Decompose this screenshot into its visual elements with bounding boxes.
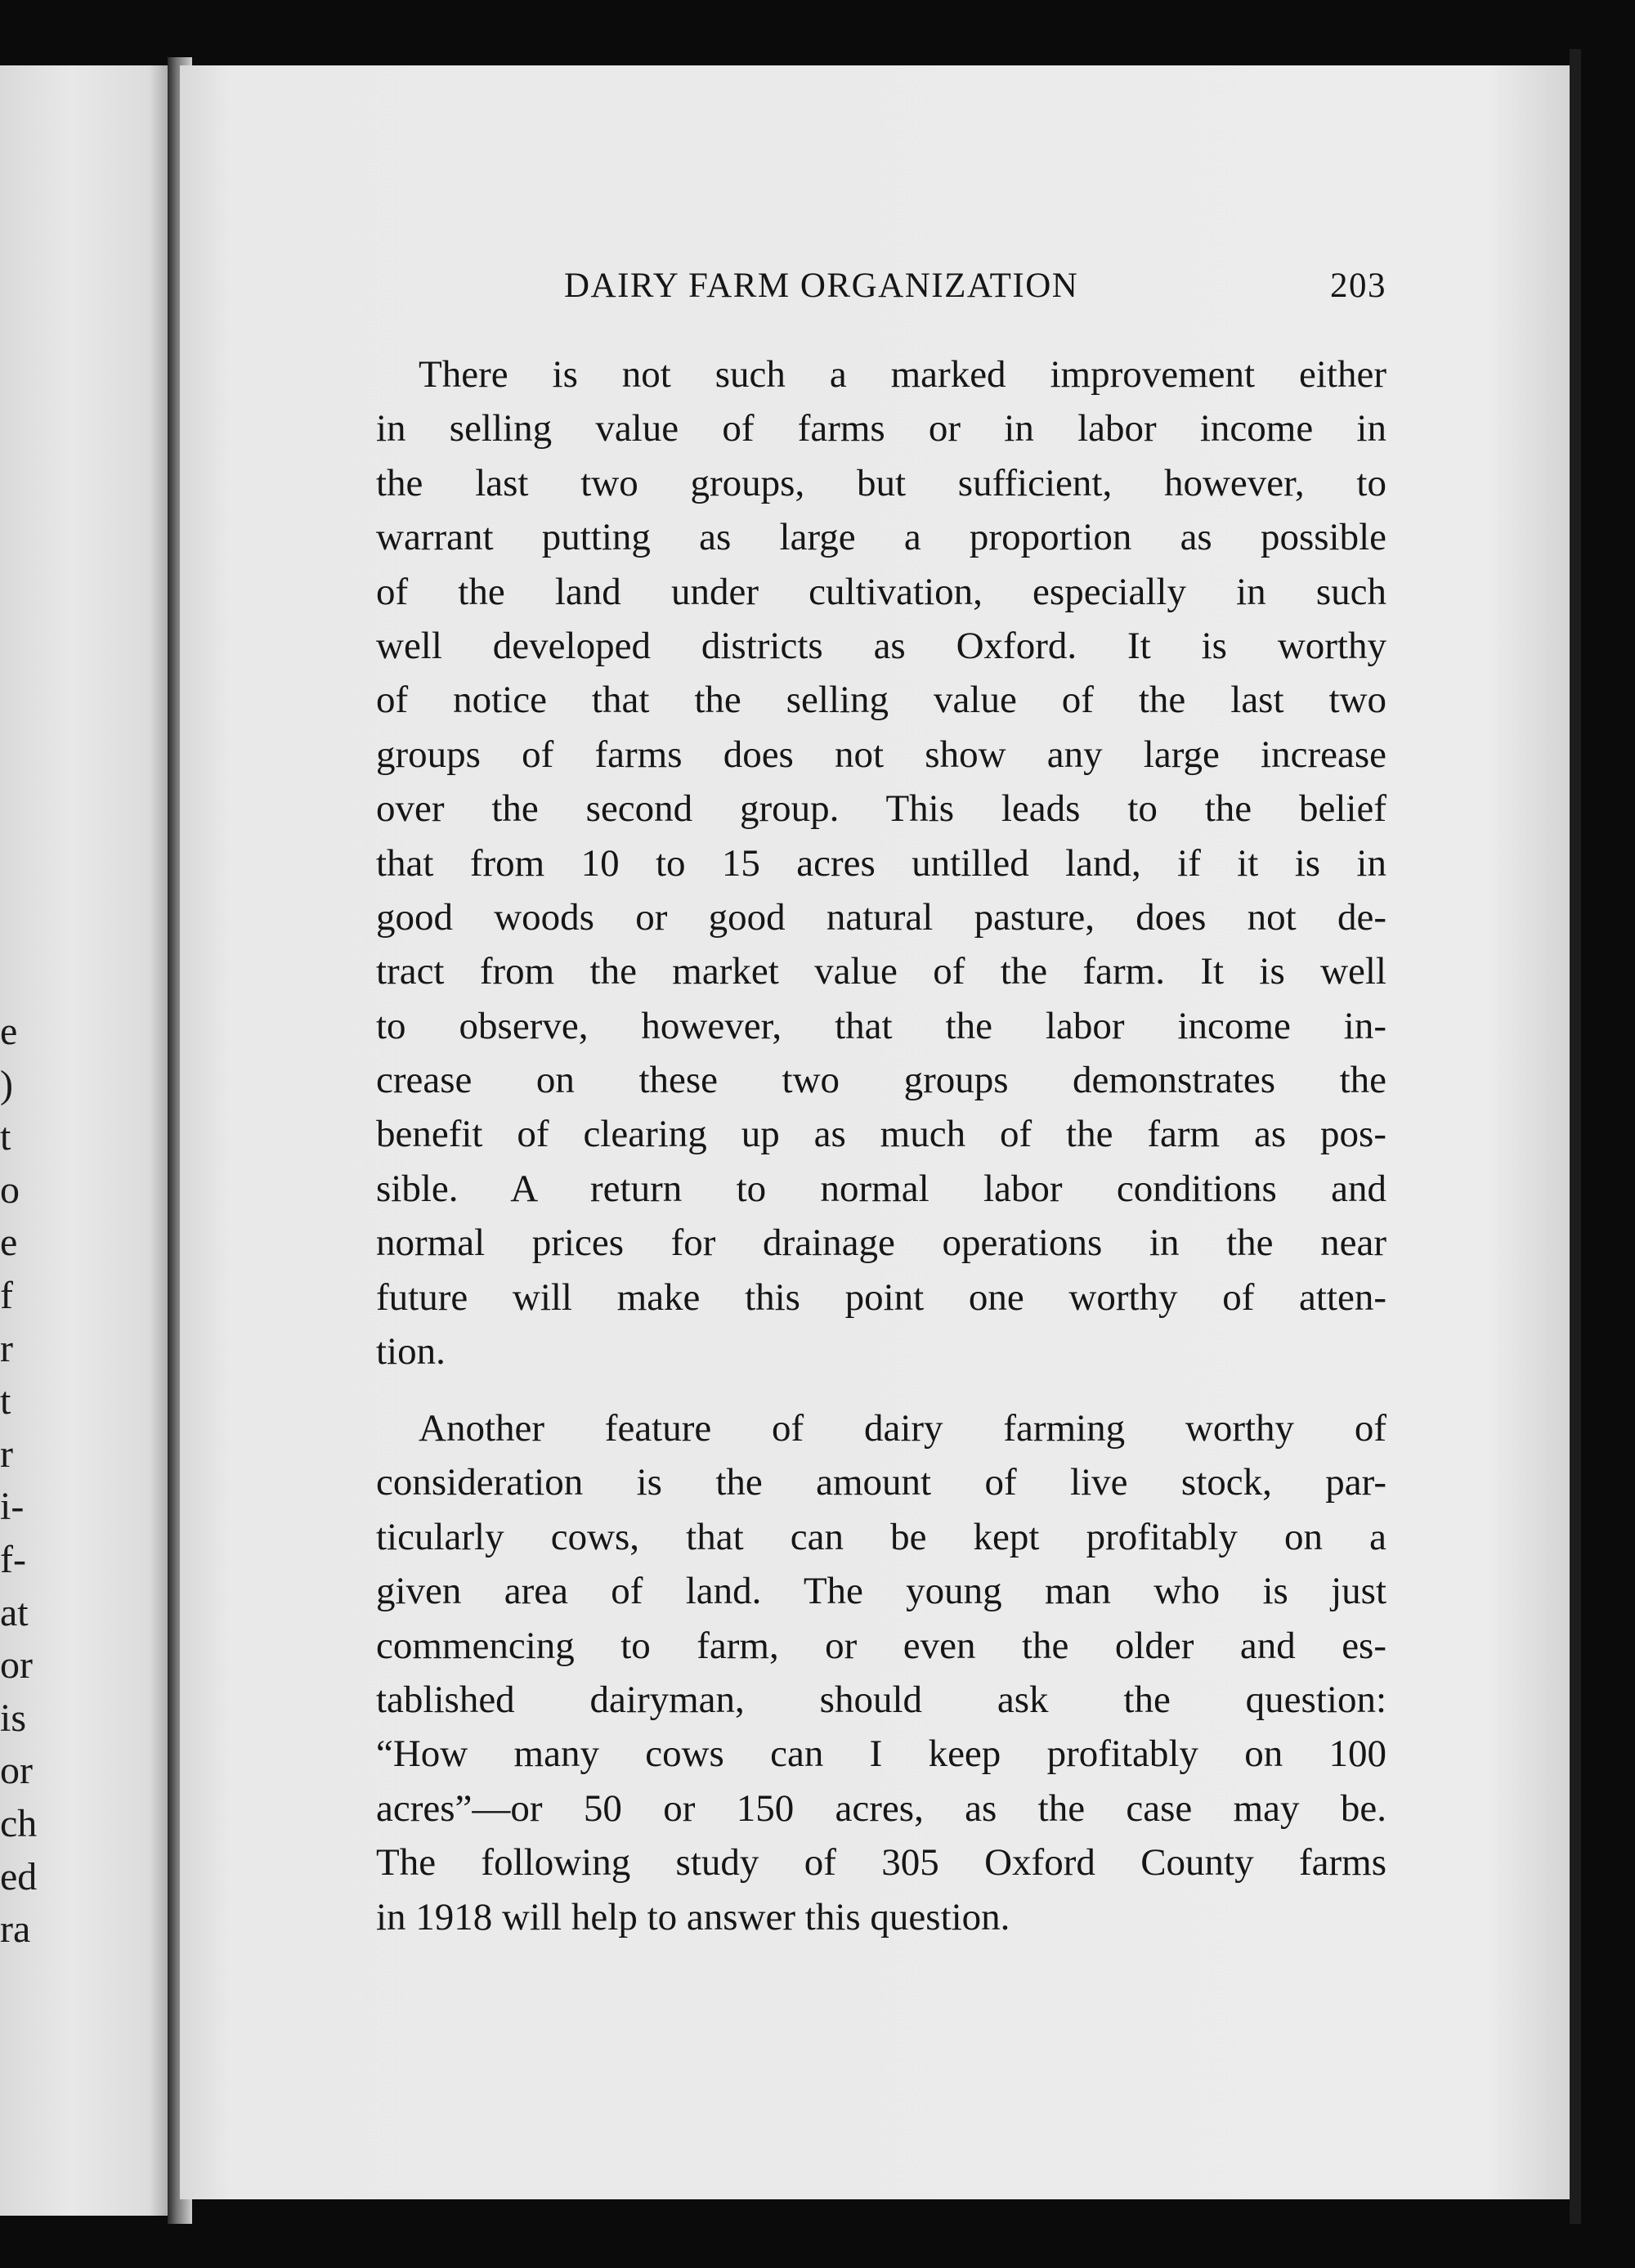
left-page-fragment: is <box>0 1696 27 1740</box>
text-line: groups of farms does not show any large increase <box>376 733 1386 776</box>
text-line: that from 10 to 15 acres untilled land, if it is in <box>376 841 1386 885</box>
running-head-title: DAIRY FARM ORGANIZATION <box>564 267 1079 305</box>
left-page-fragment: at <box>0 1590 29 1634</box>
left-page-fragment: or <box>0 1749 33 1793</box>
text-line: in 1918 will help to answer this question. <box>376 1895 1010 1939</box>
text-line: tablished dairyman, should ask the question: <box>376 1678 1386 1721</box>
text-line: tract from the market value of the farm. It is well <box>376 950 1386 993</box>
text-line: tion. <box>376 1330 446 1374</box>
text-line: “How many cows can I keep profitably on 100 <box>376 1732 1386 1776</box>
left-page-fragment: f <box>0 1273 13 1317</box>
text-line: the last two groups, but sufficient, however, to <box>376 461 1386 504</box>
text-line: crease on these two groups demonstrates the <box>376 1059 1386 1102</box>
page-right-edge <box>1570 49 1581 2224</box>
text-line: sible. A return to normal labor conditions and <box>376 1167 1386 1210</box>
text-line: over the second group. This leads to the belief <box>376 787 1386 831</box>
text-line: of notice that the selling value of the last two <box>376 679 1386 722</box>
text-line: given area of land. The young man who is just <box>376 1570 1386 1613</box>
text-line: commencing to farm, or even the older and es- <box>376 1624 1386 1667</box>
text-line: acres”—or 50 or 150 acres, as the case may be. <box>376 1786 1386 1830</box>
left-page-fragment: ra <box>0 1907 31 1952</box>
text-line: benefit of clearing up as much of the farm as pos- <box>376 1113 1386 1156</box>
text-line: of the land under cultivation, especially in such <box>376 570 1386 613</box>
left-page-fragment: e <box>0 1010 18 1053</box>
left-page-fragment: f- <box>0 1537 26 1581</box>
paragraph-1 <box>376 347 1386 1378</box>
text-line: future will make this point one worthy of atten- <box>376 1275 1386 1319</box>
left-page-text-fragments <box>0 1006 49 1956</box>
text-line: The following study of 305 Oxford County farms <box>376 1841 1386 1885</box>
left-page-fragment: ch <box>0 1801 38 1845</box>
running-head <box>376 266 1386 307</box>
page-number: 203 <box>1330 267 1386 305</box>
left-page-fragment: t <box>0 1379 11 1423</box>
text-line: well developed districts as Oxford. It is worthy <box>376 624 1386 667</box>
left-page-fragment: ed <box>0 1854 38 1898</box>
text-line: normal prices for drainage operations in the near <box>376 1221 1386 1265</box>
text-line: to observe, however, that the labor income in- <box>376 1004 1386 1047</box>
text-line: consideration is the amount of live stock, par- <box>376 1461 1386 1504</box>
left-page-fragment: e <box>0 1221 18 1265</box>
left-page-fragment: o <box>0 1168 20 1212</box>
paragraph-2 <box>376 1401 1386 1944</box>
text-line: Another feature of dairy farming worthy of <box>419 1407 1386 1450</box>
left-page-fragment: i- <box>0 1485 25 1529</box>
text-line: good woods or good natural pasture, does not de- <box>376 895 1386 939</box>
text-line: There is not such a marked improvement either <box>419 353 1386 396</box>
left-page-fragment: or <box>0 1643 33 1688</box>
left-page-fragment: t <box>0 1115 11 1159</box>
left-page-fragment: r <box>0 1326 13 1370</box>
left-page-fragment: ) <box>0 1062 13 1106</box>
left-page-fragment: r <box>0 1432 13 1476</box>
left-facing-page <box>0 65 176 2216</box>
text-line: in selling value of farms or in labor income in <box>376 407 1386 450</box>
text-line: warrant putting as large a proportion as possible <box>376 516 1386 559</box>
text-line: ticularly cows, that can be kept profitably on a <box>376 1515 1386 1558</box>
